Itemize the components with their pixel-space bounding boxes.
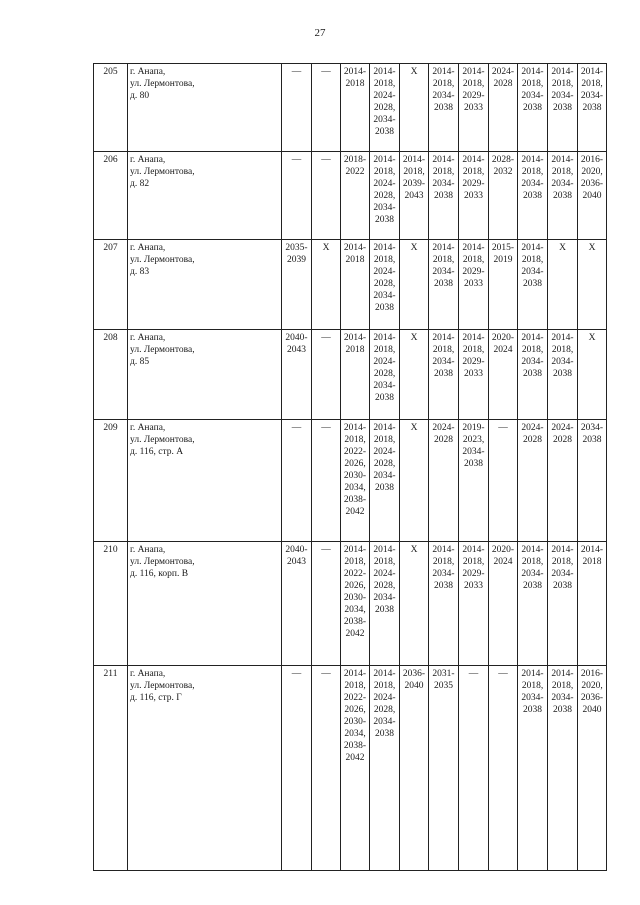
period-cell: — [282, 64, 312, 152]
address-cell: г. Анапа, ул. Лермонтова, д. 116, корп. В [128, 542, 282, 666]
period-cell: X [400, 240, 429, 330]
address-cell: г. Анапа, ул. Лермонтова, д. 85 [128, 330, 282, 420]
period-cell: — [282, 152, 312, 240]
period-cell: 2014- 2018, 2034- 2038 [548, 330, 578, 420]
row-number: 210 [94, 542, 128, 666]
period-cell: 2040- 2043 [282, 330, 312, 420]
period-cell: 2014- 2018, 2034- 2038 [429, 64, 459, 152]
period-cell: 2014- 2018, 2024- 2028, 2034- 2038 [370, 666, 400, 871]
period-cell: — [312, 152, 341, 240]
table-row [94, 64, 607, 152]
period-cell: 2014- 2018, 2034- 2038 [548, 666, 578, 871]
period-cell: 2034- 2038 [578, 420, 607, 542]
period-cell: 2024- 2028 [489, 64, 518, 152]
period-cell: 2014- 2018, 2029- 2033 [459, 240, 489, 330]
period-cell: 2014- 2018, 2034- 2038 [429, 542, 459, 666]
period-cell: 2014- 2018, 2022- 2026, 2030- 2034, 2038- 2042 [341, 666, 370, 871]
period-cell: 2014- 2018 [341, 330, 370, 420]
row-number: 205 [94, 64, 128, 152]
row-number: 207 [94, 240, 128, 330]
row-number: 208 [94, 330, 128, 420]
period-cell: 2014- 2018, 2034- 2038 [518, 240, 548, 330]
address-cell: г. Анапа, ул. Лермонтова, д. 80 [128, 64, 282, 152]
period-cell: 2014- 2018 [341, 64, 370, 152]
row-number: 206 [94, 152, 128, 240]
period-cell: — [312, 666, 341, 871]
period-cell: 2014- 2018, 2029- 2033 [459, 330, 489, 420]
period-cell: 2019- 2023, 2034- 2038 [459, 420, 489, 542]
period-cell: 2036- 2040 [400, 666, 429, 871]
row-number: 209 [94, 420, 128, 542]
period-cell: 2016- 2020, 2036- 2040 [578, 152, 607, 240]
address-cell: г. Анапа, ул. Лермонтова, д. 116, стр. Г [128, 666, 282, 871]
period-cell: 2024- 2028 [518, 420, 548, 542]
period-cell: 2015- 2019 [489, 240, 518, 330]
period-cell: 2014- 2018, 2034- 2038 [518, 64, 548, 152]
period-cell: 2031- 2035 [429, 666, 459, 871]
period-cell: — [312, 330, 341, 420]
period-cell: 2014- 2018, 2034- 2038 [429, 240, 459, 330]
repair-schedule-table [93, 63, 607, 871]
period-cell: — [312, 542, 341, 666]
period-cell: 2014- 2018, 2034- 2038 [518, 152, 548, 240]
period-cell: 2024- 2028 [548, 420, 578, 542]
table-row [94, 666, 607, 871]
period-cell: 2014- 2018, 2034- 2038 [518, 542, 548, 666]
period-cell: 2014- 2018, 2034- 2038 [548, 542, 578, 666]
period-cell: 2014- 2018, 2022- 2026, 2030- 2034, 2038- 2042 [341, 420, 370, 542]
address-cell: г. Анапа, ул. Лермонтова, д. 116, стр. А [128, 420, 282, 542]
period-cell: 2014- 2018, 2034- 2038 [518, 330, 548, 420]
period-cell: 2014- 2018, 2034- 2038 [548, 64, 578, 152]
period-cell: X [400, 64, 429, 152]
period-cell: 2018- 2022 [341, 152, 370, 240]
period-cell: 2035- 2039 [282, 240, 312, 330]
period-cell: 2014- 2018 [341, 240, 370, 330]
period-cell: 2020- 2024 [489, 330, 518, 420]
row-number: 211 [94, 666, 128, 871]
period-cell: 2014- 2018, 2024- 2028, 2034- 2038 [370, 542, 400, 666]
period-cell: 2014- 2018, 2034- 2038 [518, 666, 548, 871]
period-cell: 2014- 2018, 2029- 2033 [459, 152, 489, 240]
period-cell: 2020- 2024 [489, 542, 518, 666]
page-number: 27 [314, 27, 326, 39]
period-cell: 2014- 2018, 2022- 2026, 2030- 2034, 2038- 2042 [341, 542, 370, 666]
period-cell: 2040- 2043 [282, 542, 312, 666]
period-cell: 2014- 2018, 2024- 2028, 2034- 2038 [370, 240, 400, 330]
period-cell: 2014- 2018, 2024- 2028, 2034- 2038 [370, 420, 400, 542]
period-cell: 2028- 2032 [489, 152, 518, 240]
period-cell: 2014- 2018, 2034- 2038 [429, 330, 459, 420]
period-cell: 2024- 2028 [429, 420, 459, 542]
period-cell: 2014- 2018, 2039- 2043 [400, 152, 429, 240]
period-cell: — [489, 420, 518, 542]
period-cell: 2014- 2018, 2034- 2038 [429, 152, 459, 240]
period-cell: X [578, 330, 607, 420]
period-cell: 2014- 2018, 2029- 2033 [459, 64, 489, 152]
period-cell: — [489, 666, 518, 871]
period-cell: 2014- 2018, 2024- 2028, 2034- 2038 [370, 330, 400, 420]
table-row [94, 420, 607, 542]
period-cell: 2014- 2018, 2024- 2028, 2034- 2038 [370, 64, 400, 152]
period-cell: — [282, 420, 312, 542]
period-cell: 2014- 2018, 2029- 2033 [459, 542, 489, 666]
period-cell: — [459, 666, 489, 871]
table-row [94, 542, 607, 666]
table-row [94, 240, 607, 330]
period-cell: — [282, 666, 312, 871]
period-cell: X [548, 240, 578, 330]
period-cell: X [578, 240, 607, 330]
period-cell: X [400, 330, 429, 420]
period-cell: 2014- 2018, 2034- 2038 [548, 152, 578, 240]
address-cell: г. Анапа, ул. Лермонтова, д. 82 [128, 152, 282, 240]
table-row [94, 330, 607, 420]
period-cell: 2016- 2020, 2036- 2040 [578, 666, 607, 871]
period-cell: X [400, 420, 429, 542]
period-cell: X [312, 240, 341, 330]
table-row [94, 152, 607, 240]
period-cell: 2014- 2018, 2024- 2028, 2034- 2038 [370, 152, 400, 240]
period-cell: X [400, 542, 429, 666]
period-cell: 2014- 2018 [578, 542, 607, 666]
address-cell: г. Анапа, ул. Лермонтова, д. 83 [128, 240, 282, 330]
period-cell: — [312, 420, 341, 542]
period-cell: — [312, 64, 341, 152]
period-cell: 2014- 2018, 2034- 2038 [578, 64, 607, 152]
